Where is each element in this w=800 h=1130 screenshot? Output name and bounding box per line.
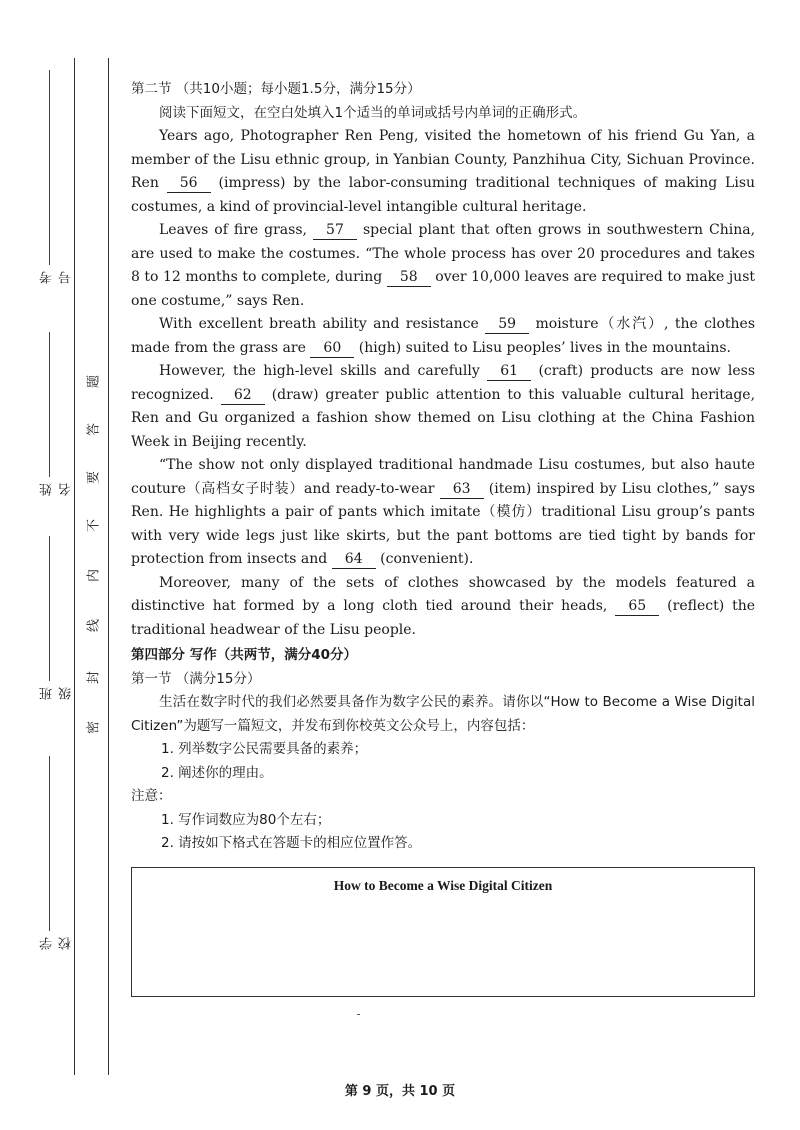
seal-char: 不 [86,519,102,533]
passage-text: (craft) products are now less recognized. [131,363,756,403]
passage-text: Moreover, many of the sets of clothes showcased by the models featured a distinctive hat formed by a long cloth tied around their heads, [131,574,755,614]
blank-59[interactable]: 59 [485,316,529,334]
passage-text: (reflect) the traditional headwear of the Lisu people. [131,598,755,638]
blank-63[interactable]: 63 [440,481,484,499]
exam-number-line[interactable] [49,70,50,265]
binding-line-inner [108,58,109,1075]
passage-text: (item) inspired by Lisu clothes,” says Ren. He highlights a pair of pants which imitate（模仿）traditional Lisu group’s pants with very wide legs just like skirts, but the pant bottoms are tied tight by bands for protection from insects and [131,480,756,567]
name-line[interactable] [49,332,50,477]
passage-paragraph-6 [131,572,755,643]
part4-section1-heading: 第一节 （满分15分） [131,670,261,687]
note-heading: 注意： [131,788,172,804]
scan-speck [357,1014,360,1015]
blank-57[interactable]: 57 [313,222,357,240]
class-line[interactable] [49,536,50,681]
seal-char: 内 [86,569,102,583]
passage-text: special plant that often grows in southwestern China, are used to make the costumes. “The whole process has over 20 procedures and takes 8 to 12 months to complete, during [131,222,756,285]
seal-char: 答 [86,423,102,437]
blank-61[interactable]: 61 [487,363,531,381]
blank-64[interactable]: 64 [332,551,376,569]
blank-56[interactable]: 56 [167,175,211,193]
passage-paragraph-4 [131,360,755,454]
passage-text: However, the high-level skills and carefully [159,363,480,379]
seal-char: 封 [86,671,102,685]
essay-answer-box[interactable] [131,867,755,997]
binding-line-outer [74,58,75,1075]
passage-text: With excellent breath ability and resistance [159,316,479,332]
passage-paragraph-3 [131,313,755,360]
note-item-1: 1. 写作词数应为80个左右； [161,811,331,828]
school-line[interactable] [49,756,50,931]
school-label: 学校 [40,936,74,950]
passage-text: (high) suited to Lisu peoples’ lives in the mountains. [358,339,731,356]
section2-instruction: 阅读下面短文，在空白处填入1个适当的单词或括号内单词的正确形式。 [159,104,587,121]
note-item-2: 2. 请按如下格式在答题卡的相应位置作答。 [161,835,422,851]
passage-text: (convenient). [380,551,474,567]
prompt-item-2: 2. 阐述你的理由。 [161,764,273,781]
blank-65[interactable]: 65 [615,598,659,616]
passage-paragraph-2 [131,219,755,313]
passage-text: Leaves of fire grass, [159,222,307,238]
blank-62[interactable]: 62 [221,387,265,405]
seal-char: 密 [86,721,102,735]
passage-paragraph-5 [131,454,755,572]
passage-text: (impress) by the labor-consuming traditional techniques of making Lisu costumes, a kind of provincial-level intangible cultural heritage. [131,175,756,215]
name-label: 姓名 [40,482,74,496]
passage-text: moisture（水汽）, the clothes made from the grass are [131,316,756,356]
seal-char: 题 [86,375,102,389]
seal-char: 要 [86,471,102,485]
passage-text: “The show not only displayed traditional handmade Lisu costumes, but also haute couture（高档女子时装）and ready-to-wear [131,457,755,497]
passage-text: (draw) greater public attention to this valuable cultural heritage, Ren and Gu organized a fashion show themed on Lisu clothing at the China Fashion Week in Beijing recently. [131,386,756,450]
page-number: 第 9 页，共 10 页 [344,1084,456,1099]
passage-paragraph-1 [131,125,755,219]
blank-58[interactable]: 58 [387,269,431,287]
essay-box-title: How to Become a Wise Digital Citizen [333,878,553,893]
passage-text: over 10,000 leaves are required to make just one costume,” says Ren. [131,269,756,309]
part4-heading: 第四部分 写作（共两节，满分40分） [131,647,357,663]
blank-60[interactable]: 60 [310,340,354,358]
main-content [131,78,755,856]
exam-number-label: 考号 [40,270,74,284]
writing-prompt: 生活在数字时代的我们必然要具备作为数字公民的素养。请你以“How to Become a Wise Digital Citizen”为题写一篇短文，并发布到你校英文公众号上，内容包括： [131,694,755,734]
seal-char: 线 [86,619,102,633]
passage-text: Years ago, Photographer Ren Peng, visited the hometown of his friend Gu Yan, a member of the Lisu ethnic group, in Yanbian County, Panzhihua City, Sichuan Province. Ren [131,128,755,191]
class-label: 班级 [40,686,74,700]
prompt-item-1: 1. 列举数字公民需要具备的素养； [161,741,368,757]
section2-heading: 第二节 （共10小题；每小题1.5分，满分15分） [131,81,421,97]
